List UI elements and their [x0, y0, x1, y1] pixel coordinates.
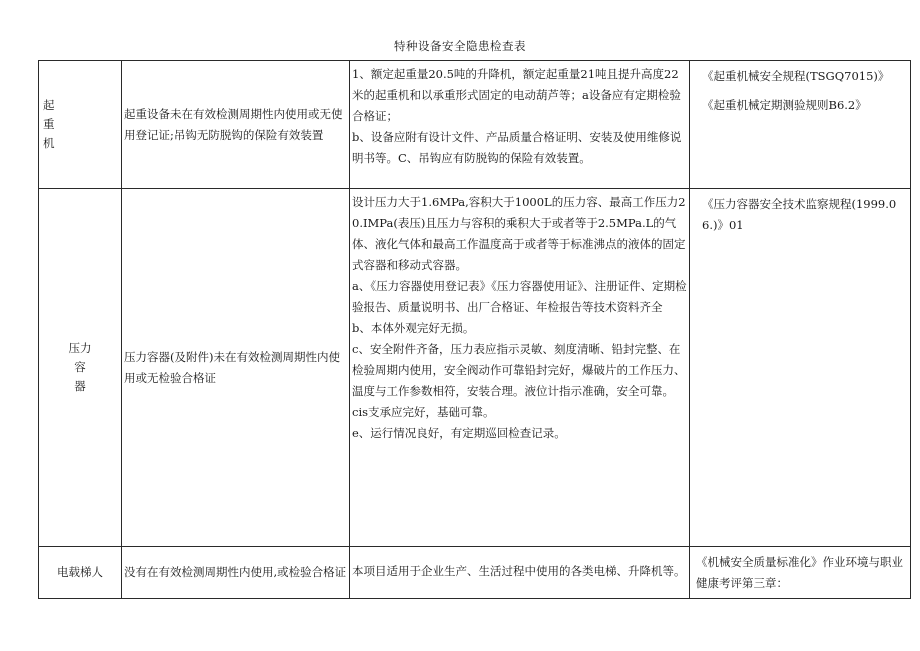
inspection-description-cell [350, 189, 690, 547]
reference-cell [690, 61, 911, 189]
category-label: 电载梯人 [57, 565, 103, 579]
reference-cell [690, 189, 911, 547]
category-cell [39, 61, 122, 189]
description-text: 设计压力大于1.6MPa,容积大于1000L的压力容、最高工作压力20.IMPa(表压)且压力与容积的乘积大于或者等于2.5MPa.L的气体、液化气体和最高工作温度高于或者等于标准沸点的液体的固定式容器和移动式容器。 a、《压力容器使用登记表》《压力容器使用证》、注册证件、定期检验报告、质量说明书、出厂合格证、年检报告等技术资料齐全 b、本体外观完好无损。 c、安全附件齐备，压力表应指示灵敏、刻度清晰、铅封完整、在检验周期内使用，安全阀动作可靠铅封完好，爆破片的工作压力、温度与工作参数相符，安装合理。液位计指示准确，安全可靠。 cis支承应完好，基础可靠。 e、运行情况良好，有定期巡回检查记录。 [352, 195, 687, 440]
reference-text-1: 《起重机械安全规程(TSGQ7015)》 [702, 69, 890, 83]
description-text: 1、额定起重量20.5吨的升降机，额定起重量21吨且提升高度22米的起重机和以承重形式固定的电动葫芦等；a设备应有定期检验合格证； b、设备应附有设计文件、产品质量合格证明、安装及使用维修说明书等。C、吊钩应有防脱钩的保险有效装置。 [352, 67, 682, 165]
reference-text-1: 《压力容器安全技术监察规程(1999.06.)》01 [702, 197, 897, 232]
page-title: 特种设备安全隐患检查表 [394, 39, 526, 53]
category-cell [39, 547, 122, 599]
reference-text-1: 《机械安全质量标准化》作业环境与职业健康考评第三章： [696, 554, 903, 590]
reference-cell [690, 547, 911, 599]
table-row [39, 61, 911, 189]
category-label: 起 重 机 [43, 97, 55, 150]
table-row [39, 189, 911, 547]
table-row [39, 547, 911, 599]
description-text: 本项目适用于企业生产、生活过程中使用的各类电梯、升降机等。 [352, 564, 686, 578]
category-cell [39, 189, 122, 547]
category-label: 压力 容 器 [68, 340, 92, 393]
hazard-item-cell: 没有在有效检测周期性内使用,或检验合格证 [122, 547, 350, 599]
inspection-description-cell [350, 61, 690, 189]
hazard-item-cell: 压力容器(及附件)未在有效检测周期性内使用或无检验合格证 [122, 189, 350, 547]
inspection-description-cell [350, 547, 690, 599]
hazard-item-cell: 起重设备未在有效检测周期性内使用或无使用登记证;吊钩无防脱钩的保险有效装置 [122, 61, 350, 189]
reference-text-2: 《起重机械定期测验规则B6.2》 [702, 98, 867, 112]
hazard-checklist-table [38, 60, 911, 599]
